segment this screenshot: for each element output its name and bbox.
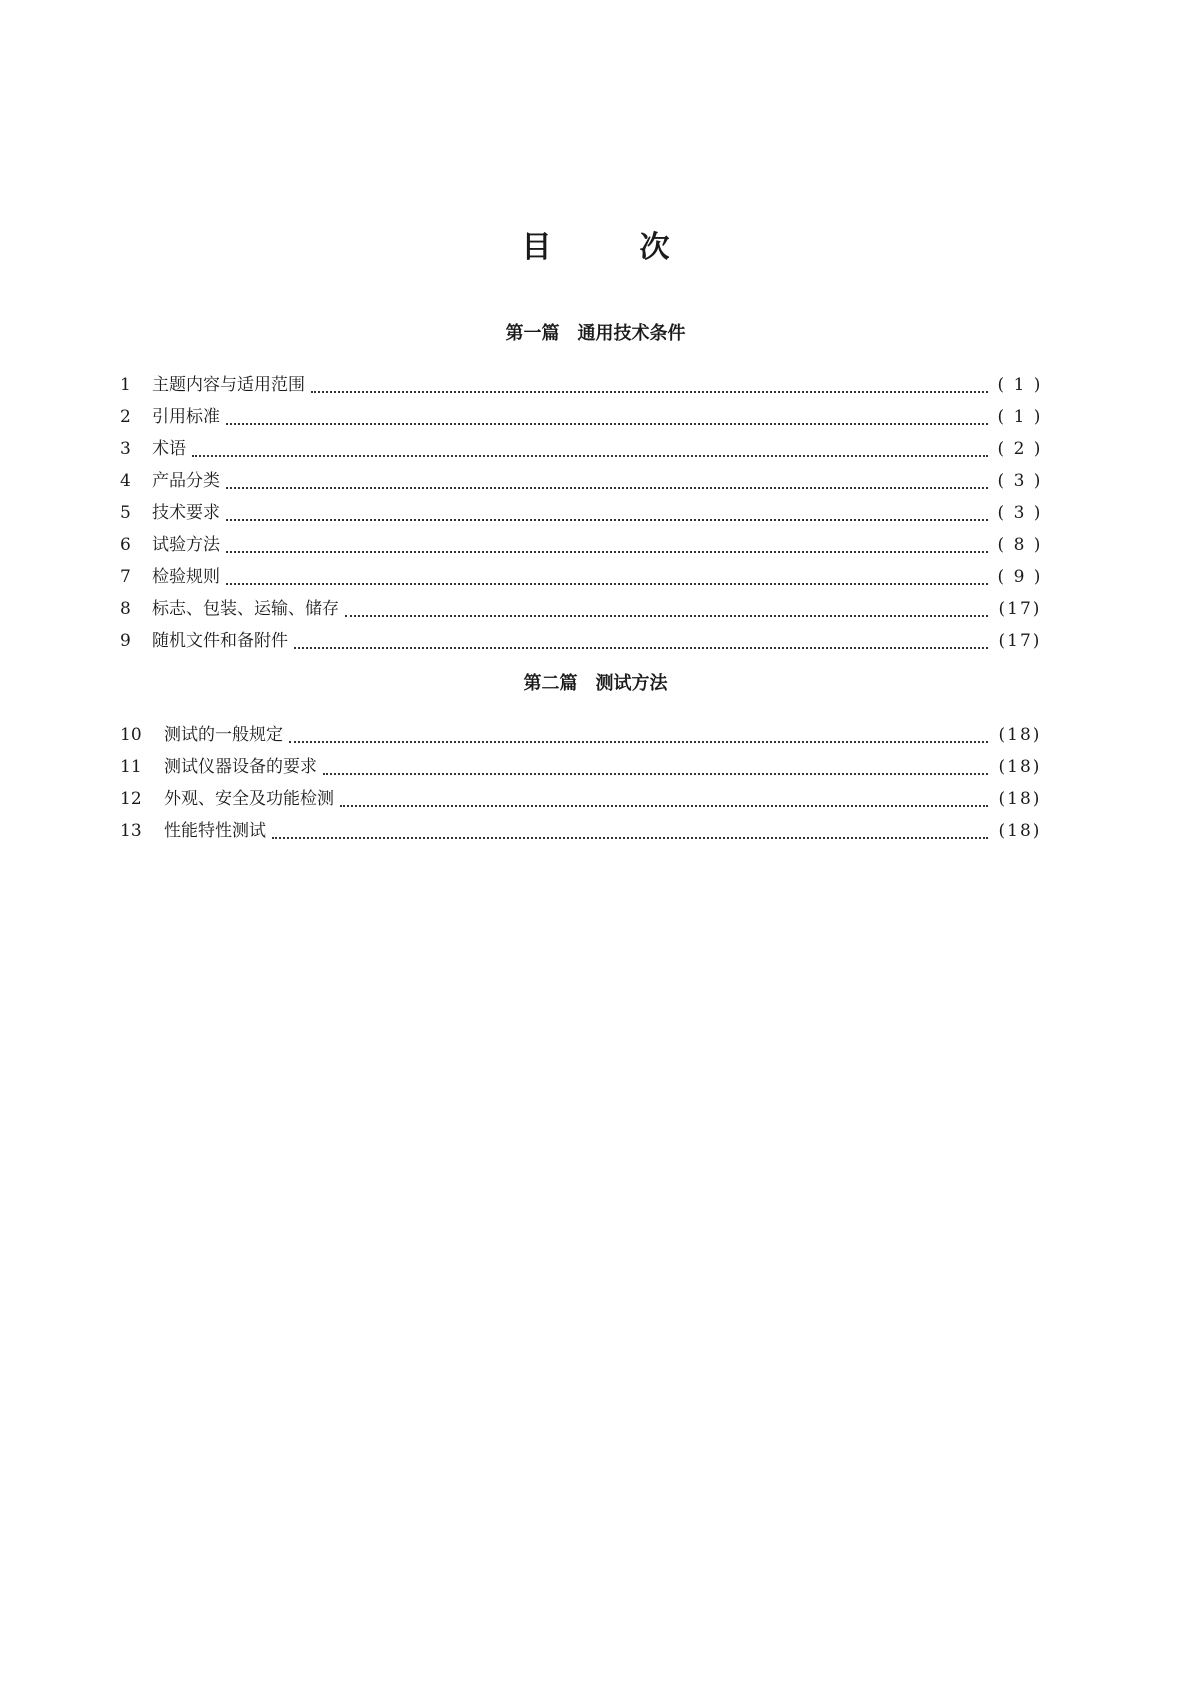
toc-leader-dots	[345, 615, 988, 617]
toc-entry-title: 检验规则	[152, 567, 220, 587]
toc-entry-title: 外观、安全及功能检测	[164, 789, 334, 809]
toc-entry-number: 1	[120, 375, 131, 395]
toc-entry[interactable]	[120, 401, 1052, 433]
toc-leader-dots	[226, 583, 988, 585]
toc-entry-page: (18)	[998, 725, 1042, 745]
toc-leader-dots	[340, 805, 988, 807]
toc-leader-dots	[323, 773, 988, 775]
toc-entry-page: ( 2 )	[997, 439, 1043, 459]
toc-leader-dots	[226, 519, 988, 521]
toc-list-part-1	[120, 369, 1052, 657]
toc-entry-number: 11	[120, 757, 142, 777]
toc-entry-number: 2	[120, 407, 131, 427]
toc-entry-title: 技术要求	[152, 503, 220, 523]
toc-entry-title: 引用标准	[152, 407, 220, 427]
toc-entry-title: 测试的一般规定	[164, 725, 283, 745]
toc-entry-title: 性能特性测试	[164, 821, 266, 841]
toc-entry-number: 5	[120, 503, 131, 523]
toc-entry-page: (18)	[998, 821, 1042, 841]
toc-entry-number: 7	[120, 567, 131, 587]
toc-entry[interactable]	[120, 625, 1052, 657]
toc-entry[interactable]	[120, 369, 1052, 401]
toc-list-part-2	[120, 719, 1052, 847]
toc-leader-dots	[226, 423, 988, 425]
toc-leader-dots	[294, 647, 988, 649]
toc-entry-number: 13	[120, 821, 142, 841]
toc-entry-page: (18)	[998, 789, 1042, 809]
toc-entry[interactable]	[120, 719, 1052, 751]
toc-entry-page: ( 9 )	[997, 567, 1043, 587]
toc-leader-dots	[192, 455, 988, 457]
toc-entry-page: (18)	[998, 757, 1042, 777]
toc-entry-title: 主题内容与适用范围	[152, 375, 305, 395]
toc-entry-page: ( 3 )	[997, 471, 1043, 491]
toc-entry[interactable]	[120, 783, 1052, 815]
toc-entry[interactable]	[120, 815, 1052, 847]
toc-entry[interactable]	[120, 561, 1052, 593]
toc-entry[interactable]	[120, 465, 1052, 497]
toc-entry-title: 试验方法	[152, 535, 220, 555]
toc-leader-dots	[272, 837, 988, 839]
toc-entry-page: (17)	[998, 631, 1042, 651]
toc-entry-page: ( 1 )	[997, 407, 1043, 427]
toc-entry-title: 测试仪器设备的要求	[164, 757, 317, 777]
part-title-1: 第一篇 通用技术条件	[505, 323, 686, 344]
toc-leader-dots	[289, 741, 988, 743]
toc-entry[interactable]	[120, 433, 1052, 465]
toc-entry-title: 产品分类	[152, 471, 220, 491]
toc-leader-dots	[226, 551, 988, 553]
toc-entry[interactable]	[120, 529, 1052, 561]
toc-entry-number: 4	[120, 471, 131, 491]
toc-entry[interactable]	[120, 593, 1052, 625]
part-title-2: 第二篇 测试方法	[523, 673, 668, 694]
toc-entry-number: 12	[120, 789, 142, 809]
toc-entry[interactable]	[120, 497, 1052, 529]
toc-entry-number: 10	[120, 725, 142, 745]
toc-entry-title: 术语	[152, 439, 186, 459]
toc-entry-page: ( 3 )	[997, 503, 1043, 523]
toc-entry-page: (17)	[998, 599, 1042, 619]
toc-entry[interactable]	[120, 751, 1052, 783]
page-title: 目次	[521, 230, 758, 265]
toc-entry-number: 8	[120, 599, 131, 619]
toc-entry-page: ( 8 )	[997, 535, 1043, 555]
toc-entry-title: 随机文件和备附件	[152, 631, 288, 651]
toc-leader-dots	[311, 391, 988, 393]
toc-entry-number: 3	[120, 439, 131, 459]
toc-entry-page: ( 1 )	[997, 375, 1043, 395]
toc-entry-number: 9	[120, 631, 131, 651]
toc-entry-number: 6	[120, 535, 131, 555]
toc-leader-dots	[226, 487, 988, 489]
toc-entry-title: 标志、包装、运输、储存	[152, 599, 339, 619]
